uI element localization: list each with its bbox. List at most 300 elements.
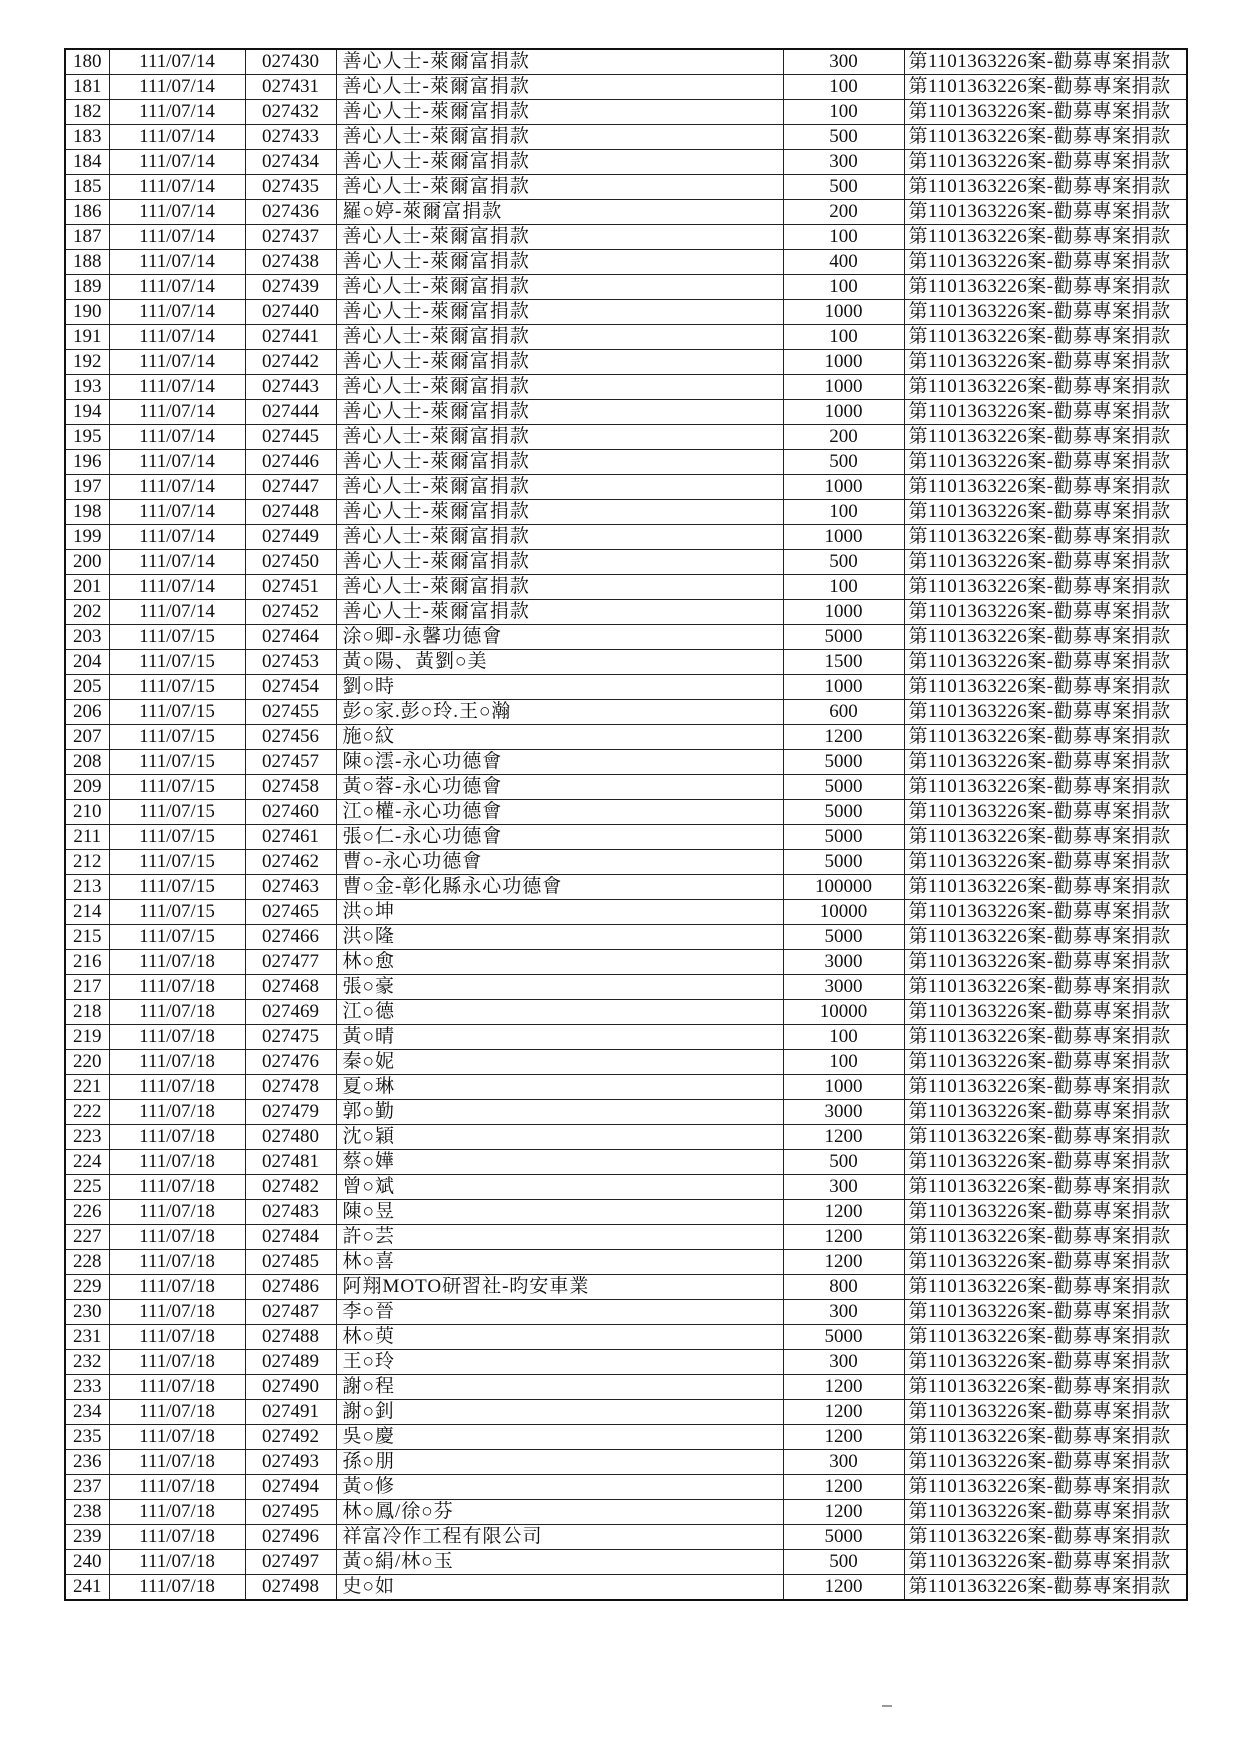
donor-name-cell: 王○玲 xyxy=(336,1350,783,1375)
case-description-cell: 第1101363226案-勸募專案捐款 xyxy=(904,875,1187,900)
row-number-cell: 223 xyxy=(65,1125,109,1150)
date-cell: 111/07/14 xyxy=(109,125,245,150)
receipt-number-cell: 027464 xyxy=(245,625,336,650)
receipt-number-cell: 027448 xyxy=(245,500,336,525)
date-cell: 111/07/15 xyxy=(109,825,245,850)
receipt-number-cell: 027460 xyxy=(245,800,336,825)
receipt-number-cell: 027477 xyxy=(245,950,336,975)
row-number-cell: 186 xyxy=(65,200,109,225)
receipt-number-cell: 027445 xyxy=(245,425,336,450)
receipt-number-cell: 027469 xyxy=(245,1000,336,1025)
scan-speck xyxy=(882,1705,892,1707)
amount-cell: 1200 xyxy=(783,1250,904,1275)
receipt-number-cell: 027434 xyxy=(245,150,336,175)
amount-cell: 1200 xyxy=(783,725,904,750)
table-row xyxy=(65,825,1187,850)
date-cell: 111/07/14 xyxy=(109,275,245,300)
donor-name-cell: 善心人士-萊爾富捐款 xyxy=(336,100,783,125)
receipt-number-cell: 027440 xyxy=(245,300,336,325)
amount-cell: 300 xyxy=(783,1450,904,1475)
row-number-cell: 181 xyxy=(65,75,109,100)
donor-name-cell: 林○愈 xyxy=(336,950,783,975)
receipt-number-cell: 027482 xyxy=(245,1175,336,1200)
date-cell: 111/07/18 xyxy=(109,1025,245,1050)
date-cell: 111/07/18 xyxy=(109,1575,245,1601)
donor-name-cell: 林○喜 xyxy=(336,1250,783,1275)
amount-cell: 300 xyxy=(783,150,904,175)
donor-name-cell: 黃○絹/林○玉 xyxy=(336,1550,783,1575)
table-row xyxy=(65,1050,1187,1075)
table-row xyxy=(65,850,1187,875)
case-description-cell: 第1101363226案-勸募專案捐款 xyxy=(904,650,1187,675)
row-number-cell: 218 xyxy=(65,1000,109,1025)
row-number-cell: 192 xyxy=(65,350,109,375)
row-number-cell: 193 xyxy=(65,375,109,400)
row-number-cell: 235 xyxy=(65,1425,109,1450)
date-cell: 111/07/14 xyxy=(109,100,245,125)
donor-name-cell: 劉○時 xyxy=(336,675,783,700)
donor-name-cell: 施○紋 xyxy=(336,725,783,750)
table-row xyxy=(65,925,1187,950)
table-row xyxy=(65,1275,1187,1300)
row-number-cell: 214 xyxy=(65,900,109,925)
date-cell: 111/07/15 xyxy=(109,725,245,750)
amount-cell: 1200 xyxy=(783,1225,904,1250)
table-row xyxy=(65,950,1187,975)
row-number-cell: 212 xyxy=(65,850,109,875)
date-cell: 111/07/14 xyxy=(109,75,245,100)
amount-cell: 600 xyxy=(783,700,904,725)
amount-cell: 500 xyxy=(783,1550,904,1575)
amount-cell: 300 xyxy=(783,1175,904,1200)
donor-name-cell: 彭○家.彭○玲.王○瀚 xyxy=(336,700,783,725)
amount-cell: 100000 xyxy=(783,875,904,900)
table-row xyxy=(65,550,1187,575)
donor-name-cell: 善心人士-萊爾富捐款 xyxy=(336,175,783,200)
case-description-cell: 第1101363226案-勸募專案捐款 xyxy=(904,725,1187,750)
amount-cell: 1000 xyxy=(783,350,904,375)
date-cell: 111/07/18 xyxy=(109,950,245,975)
receipt-number-cell: 027484 xyxy=(245,1225,336,1250)
row-number-cell: 196 xyxy=(65,450,109,475)
case-description-cell: 第1101363226案-勸募專案捐款 xyxy=(904,1200,1187,1225)
donor-name-cell: 善心人士-萊爾富捐款 xyxy=(336,300,783,325)
date-cell: 111/07/15 xyxy=(109,700,245,725)
amount-cell: 1000 xyxy=(783,475,904,500)
receipt-number-cell: 027447 xyxy=(245,475,336,500)
case-description-cell: 第1101363226案-勸募專案捐款 xyxy=(904,450,1187,475)
date-cell: 111/07/14 xyxy=(109,500,245,525)
case-description-cell: 第1101363226案-勸募專案捐款 xyxy=(904,900,1187,925)
receipt-number-cell: 027449 xyxy=(245,525,336,550)
row-number-cell: 198 xyxy=(65,500,109,525)
case-description-cell: 第1101363226案-勸募專案捐款 xyxy=(904,800,1187,825)
table-row xyxy=(65,1250,1187,1275)
case-description-cell: 第1101363226案-勸募專案捐款 xyxy=(904,1150,1187,1175)
amount-cell: 3000 xyxy=(783,1100,904,1125)
receipt-number-cell: 027437 xyxy=(245,225,336,250)
donor-name-cell: 江○德 xyxy=(336,1000,783,1025)
date-cell: 111/07/15 xyxy=(109,925,245,950)
row-number-cell: 226 xyxy=(65,1200,109,1225)
table-row xyxy=(65,1425,1187,1450)
date-cell: 111/07/18 xyxy=(109,1500,245,1525)
amount-cell: 500 xyxy=(783,125,904,150)
donor-name-cell: 夏○琳 xyxy=(336,1075,783,1100)
table-row xyxy=(65,725,1187,750)
amount-cell: 1000 xyxy=(783,525,904,550)
table-row xyxy=(65,1100,1187,1125)
amount-cell: 1000 xyxy=(783,1075,904,1100)
date-cell: 111/07/14 xyxy=(109,425,245,450)
row-number-cell: 241 xyxy=(65,1575,109,1601)
receipt-number-cell: 027462 xyxy=(245,850,336,875)
receipt-number-cell: 027492 xyxy=(245,1425,336,1450)
case-description-cell: 第1101363226案-勸募專案捐款 xyxy=(904,1175,1187,1200)
donor-name-cell: 吳○慶 xyxy=(336,1425,783,1450)
row-number-cell: 184 xyxy=(65,150,109,175)
date-cell: 111/07/15 xyxy=(109,750,245,775)
date-cell: 111/07/14 xyxy=(109,475,245,500)
row-number-cell: 200 xyxy=(65,550,109,575)
amount-cell: 3000 xyxy=(783,950,904,975)
date-cell: 111/07/18 xyxy=(109,1200,245,1225)
donor-name-cell: 黃○修 xyxy=(336,1475,783,1500)
case-description-cell: 第1101363226案-勸募專案捐款 xyxy=(904,1125,1187,1150)
case-description-cell: 第1101363226案-勸募專案捐款 xyxy=(904,1050,1187,1075)
receipt-number-cell: 027485 xyxy=(245,1250,336,1275)
row-number-cell: 224 xyxy=(65,1150,109,1175)
amount-cell: 100 xyxy=(783,1025,904,1050)
case-description-cell: 第1101363226案-勸募專案捐款 xyxy=(904,1025,1187,1050)
date-cell: 111/07/14 xyxy=(109,525,245,550)
donor-name-cell: 蔡○嬅 xyxy=(336,1150,783,1175)
row-number-cell: 180 xyxy=(65,49,109,75)
table-row xyxy=(65,125,1187,150)
table-row xyxy=(65,500,1187,525)
case-description-cell: 第1101363226案-勸募專案捐款 xyxy=(904,700,1187,725)
donor-name-cell: 善心人士-萊爾富捐款 xyxy=(336,250,783,275)
receipt-number-cell: 027495 xyxy=(245,1500,336,1525)
case-description-cell: 第1101363226案-勸募專案捐款 xyxy=(904,225,1187,250)
donor-name-cell: 涂○卿-永馨功德會 xyxy=(336,625,783,650)
table-row xyxy=(65,1400,1187,1425)
row-number-cell: 221 xyxy=(65,1075,109,1100)
donor-name-cell: 阿翔MOTO研習社-昀安車業 xyxy=(336,1275,783,1300)
table-row xyxy=(65,200,1187,225)
case-description-cell: 第1101363226案-勸募專案捐款 xyxy=(904,750,1187,775)
donor-name-cell: 張○豪 xyxy=(336,975,783,1000)
amount-cell: 5000 xyxy=(783,775,904,800)
receipt-number-cell: 027458 xyxy=(245,775,336,800)
amount-cell: 500 xyxy=(783,450,904,475)
receipt-number-cell: 027478 xyxy=(245,1075,336,1100)
amount-cell: 200 xyxy=(783,425,904,450)
receipt-number-cell: 027487 xyxy=(245,1300,336,1325)
date-cell: 111/07/18 xyxy=(109,1175,245,1200)
table-row xyxy=(65,600,1187,625)
receipt-number-cell: 027455 xyxy=(245,700,336,725)
row-number-cell: 182 xyxy=(65,100,109,125)
row-number-cell: 228 xyxy=(65,1250,109,1275)
amount-cell: 100 xyxy=(783,575,904,600)
donor-name-cell: 洪○隆 xyxy=(336,925,783,950)
amount-cell: 1200 xyxy=(783,1375,904,1400)
case-description-cell: 第1101363226案-勸募專案捐款 xyxy=(904,675,1187,700)
amount-cell: 1000 xyxy=(783,675,904,700)
date-cell: 111/07/14 xyxy=(109,350,245,375)
date-cell: 111/07/18 xyxy=(109,1225,245,1250)
row-number-cell: 197 xyxy=(65,475,109,500)
date-cell: 111/07/18 xyxy=(109,1525,245,1550)
date-cell: 111/07/18 xyxy=(109,1350,245,1375)
table-row xyxy=(65,400,1187,425)
amount-cell: 100 xyxy=(783,1050,904,1075)
date-cell: 111/07/15 xyxy=(109,775,245,800)
date-cell: 111/07/14 xyxy=(109,450,245,475)
amount-cell: 1200 xyxy=(783,1575,904,1601)
case-description-cell: 第1101363226案-勸募專案捐款 xyxy=(904,275,1187,300)
receipt-number-cell: 027456 xyxy=(245,725,336,750)
receipt-number-cell: 027454 xyxy=(245,675,336,700)
row-number-cell: 237 xyxy=(65,1475,109,1500)
amount-cell: 1200 xyxy=(783,1200,904,1225)
amount-cell: 300 xyxy=(783,49,904,75)
date-cell: 111/07/14 xyxy=(109,575,245,600)
amount-cell: 5000 xyxy=(783,1325,904,1350)
date-cell: 111/07/14 xyxy=(109,250,245,275)
donor-name-cell: 善心人士-萊爾富捐款 xyxy=(336,275,783,300)
date-cell: 111/07/14 xyxy=(109,400,245,425)
table-row xyxy=(65,1325,1187,1350)
table-row xyxy=(65,49,1187,75)
amount-cell: 100 xyxy=(783,275,904,300)
row-number-cell: 216 xyxy=(65,950,109,975)
case-description-cell: 第1101363226案-勸募專案捐款 xyxy=(904,150,1187,175)
amount-cell: 500 xyxy=(783,550,904,575)
case-description-cell: 第1101363226案-勸募專案捐款 xyxy=(904,950,1187,975)
row-number-cell: 217 xyxy=(65,975,109,1000)
row-number-cell: 183 xyxy=(65,125,109,150)
donor-name-cell: 林○鳳/徐○芬 xyxy=(336,1500,783,1525)
table-row xyxy=(65,1475,1187,1500)
receipt-number-cell: 027450 xyxy=(245,550,336,575)
table-row xyxy=(65,1150,1187,1175)
receipt-number-cell: 027430 xyxy=(245,49,336,75)
amount-cell: 1200 xyxy=(783,1400,904,1425)
table-row xyxy=(65,675,1187,700)
date-cell: 111/07/18 xyxy=(109,1300,245,1325)
donor-name-cell: 善心人士-萊爾富捐款 xyxy=(336,525,783,550)
date-cell: 111/07/15 xyxy=(109,650,245,675)
donor-name-cell: 黃○陽、黃劉○美 xyxy=(336,650,783,675)
date-cell: 111/07/18 xyxy=(109,1450,245,1475)
row-number-cell: 215 xyxy=(65,925,109,950)
date-cell: 111/07/18 xyxy=(109,1375,245,1400)
amount-cell: 500 xyxy=(783,175,904,200)
row-number-cell: 234 xyxy=(65,1400,109,1425)
table-row xyxy=(65,775,1187,800)
donor-name-cell: 祥富冷作工程有限公司 xyxy=(336,1525,783,1550)
date-cell: 111/07/18 xyxy=(109,1150,245,1175)
date-cell: 111/07/14 xyxy=(109,600,245,625)
receipt-number-cell: 027488 xyxy=(245,1325,336,1350)
receipt-number-cell: 027476 xyxy=(245,1050,336,1075)
case-description-cell: 第1101363226案-勸募專案捐款 xyxy=(904,1275,1187,1300)
row-number-cell: 209 xyxy=(65,775,109,800)
case-description-cell: 第1101363226案-勸募專案捐款 xyxy=(904,1500,1187,1525)
donation-ledger-page xyxy=(64,48,1186,1601)
table-row xyxy=(65,1025,1187,1050)
donor-name-cell: 李○晉 xyxy=(336,1300,783,1325)
case-description-cell: 第1101363226案-勸募專案捐款 xyxy=(904,1425,1187,1450)
amount-cell: 1200 xyxy=(783,1425,904,1450)
case-description-cell: 第1101363226案-勸募專案捐款 xyxy=(904,1300,1187,1325)
donor-name-cell: 黃○晴 xyxy=(336,1025,783,1050)
date-cell: 111/07/15 xyxy=(109,900,245,925)
amount-cell: 1200 xyxy=(783,1500,904,1525)
date-cell: 111/07/14 xyxy=(109,200,245,225)
row-number-cell: 189 xyxy=(65,275,109,300)
donor-name-cell: 陳○澐-永心功德會 xyxy=(336,750,783,775)
date-cell: 111/07/18 xyxy=(109,1075,245,1100)
date-cell: 111/07/14 xyxy=(109,550,245,575)
case-description-cell: 第1101363226案-勸募專案捐款 xyxy=(904,1400,1187,1425)
date-cell: 111/07/14 xyxy=(109,49,245,75)
case-description-cell: 第1101363226案-勸募專案捐款 xyxy=(904,425,1187,450)
table-row xyxy=(65,875,1187,900)
case-description-cell: 第1101363226案-勸募專案捐款 xyxy=(904,1075,1187,1100)
table-row xyxy=(65,300,1187,325)
case-description-cell: 第1101363226案-勸募專案捐款 xyxy=(904,500,1187,525)
donor-name-cell: 善心人士-萊爾富捐款 xyxy=(336,450,783,475)
donor-name-cell: 洪○坤 xyxy=(336,900,783,925)
receipt-number-cell: 027491 xyxy=(245,1400,336,1425)
table-row xyxy=(65,225,1187,250)
row-number-cell: 220 xyxy=(65,1050,109,1075)
case-description-cell: 第1101363226案-勸募專案捐款 xyxy=(904,250,1187,275)
receipt-number-cell: 027483 xyxy=(245,1200,336,1225)
donor-name-cell: 許○芸 xyxy=(336,1225,783,1250)
case-description-cell: 第1101363226案-勸募專案捐款 xyxy=(904,1325,1187,1350)
table-row xyxy=(65,1500,1187,1525)
row-number-cell: 236 xyxy=(65,1450,109,1475)
case-description-cell: 第1101363226案-勸募專案捐款 xyxy=(904,1375,1187,1400)
table-row xyxy=(65,1225,1187,1250)
row-number-cell: 188 xyxy=(65,250,109,275)
date-cell: 111/07/18 xyxy=(109,1125,245,1150)
row-number-cell: 185 xyxy=(65,175,109,200)
date-cell: 111/07/14 xyxy=(109,375,245,400)
donor-name-cell: 善心人士-萊爾富捐款 xyxy=(336,500,783,525)
receipt-number-cell: 027481 xyxy=(245,1150,336,1175)
receipt-number-cell: 027431 xyxy=(245,75,336,100)
receipt-number-cell: 027446 xyxy=(245,450,336,475)
amount-cell: 5000 xyxy=(783,925,904,950)
table-row xyxy=(65,425,1187,450)
receipt-number-cell: 027442 xyxy=(245,350,336,375)
donor-name-cell: 善心人士-萊爾富捐款 xyxy=(336,325,783,350)
row-number-cell: 204 xyxy=(65,650,109,675)
amount-cell: 5000 xyxy=(783,625,904,650)
receipt-number-cell: 027475 xyxy=(245,1025,336,1050)
receipt-number-cell: 027436 xyxy=(245,200,336,225)
receipt-number-cell: 027465 xyxy=(245,900,336,925)
table-row xyxy=(65,450,1187,475)
receipt-number-cell: 027479 xyxy=(245,1100,336,1125)
case-description-cell: 第1101363226案-勸募專案捐款 xyxy=(904,1350,1187,1375)
donor-name-cell: 羅○婷-萊爾富捐款 xyxy=(336,200,783,225)
donor-name-cell: 謝○程 xyxy=(336,1375,783,1400)
date-cell: 111/07/18 xyxy=(109,1550,245,1575)
row-number-cell: 239 xyxy=(65,1525,109,1550)
table-row xyxy=(65,1300,1187,1325)
row-number-cell: 232 xyxy=(65,1350,109,1375)
case-description-cell: 第1101363226案-勸募專案捐款 xyxy=(904,625,1187,650)
receipt-number-cell: 027497 xyxy=(245,1550,336,1575)
receipt-number-cell: 027490 xyxy=(245,1375,336,1400)
table-row xyxy=(65,1350,1187,1375)
donor-name-cell: 曾○斌 xyxy=(336,1175,783,1200)
donor-name-cell: 張○仁-永心功德會 xyxy=(336,825,783,850)
receipt-number-cell: 027439 xyxy=(245,275,336,300)
row-number-cell: 211 xyxy=(65,825,109,850)
donor-name-cell: 善心人士-萊爾富捐款 xyxy=(336,150,783,175)
row-number-cell: 194 xyxy=(65,400,109,425)
amount-cell: 10000 xyxy=(783,900,904,925)
row-number-cell: 227 xyxy=(65,1225,109,1250)
case-description-cell: 第1101363226案-勸募專案捐款 xyxy=(904,49,1187,75)
case-description-cell: 第1101363226案-勸募專案捐款 xyxy=(904,550,1187,575)
donor-name-cell: 善心人士-萊爾富捐款 xyxy=(336,350,783,375)
case-description-cell: 第1101363226案-勸募專案捐款 xyxy=(904,1000,1187,1025)
case-description-cell: 第1101363226案-勸募專案捐款 xyxy=(904,300,1187,325)
row-number-cell: 210 xyxy=(65,800,109,825)
table-row xyxy=(65,250,1187,275)
date-cell: 111/07/14 xyxy=(109,150,245,175)
date-cell: 111/07/15 xyxy=(109,800,245,825)
row-number-cell: 199 xyxy=(65,525,109,550)
table-row xyxy=(65,1175,1187,1200)
table-row xyxy=(65,1075,1187,1100)
table-row xyxy=(65,175,1187,200)
receipt-number-cell: 027432 xyxy=(245,100,336,125)
table-row xyxy=(65,800,1187,825)
table-row xyxy=(65,100,1187,125)
row-number-cell: 207 xyxy=(65,725,109,750)
date-cell: 111/07/18 xyxy=(109,1250,245,1275)
table-row xyxy=(65,475,1187,500)
table-row xyxy=(65,750,1187,775)
row-number-cell: 230 xyxy=(65,1300,109,1325)
receipt-number-cell: 027468 xyxy=(245,975,336,1000)
row-number-cell: 208 xyxy=(65,750,109,775)
case-description-cell: 第1101363226案-勸募專案捐款 xyxy=(904,575,1187,600)
table-row xyxy=(65,1575,1187,1601)
amount-cell: 5000 xyxy=(783,800,904,825)
amount-cell: 100 xyxy=(783,100,904,125)
table-row xyxy=(65,1450,1187,1475)
donor-name-cell: 沈○穎 xyxy=(336,1125,783,1150)
donor-name-cell: 善心人士-萊爾富捐款 xyxy=(336,475,783,500)
receipt-number-cell: 027453 xyxy=(245,650,336,675)
amount-cell: 1000 xyxy=(783,600,904,625)
donor-name-cell: 善心人士-萊爾富捐款 xyxy=(336,600,783,625)
row-number-cell: 201 xyxy=(65,575,109,600)
table-row xyxy=(65,75,1187,100)
table-row xyxy=(65,575,1187,600)
case-description-cell: 第1101363226案-勸募專案捐款 xyxy=(904,975,1187,1000)
